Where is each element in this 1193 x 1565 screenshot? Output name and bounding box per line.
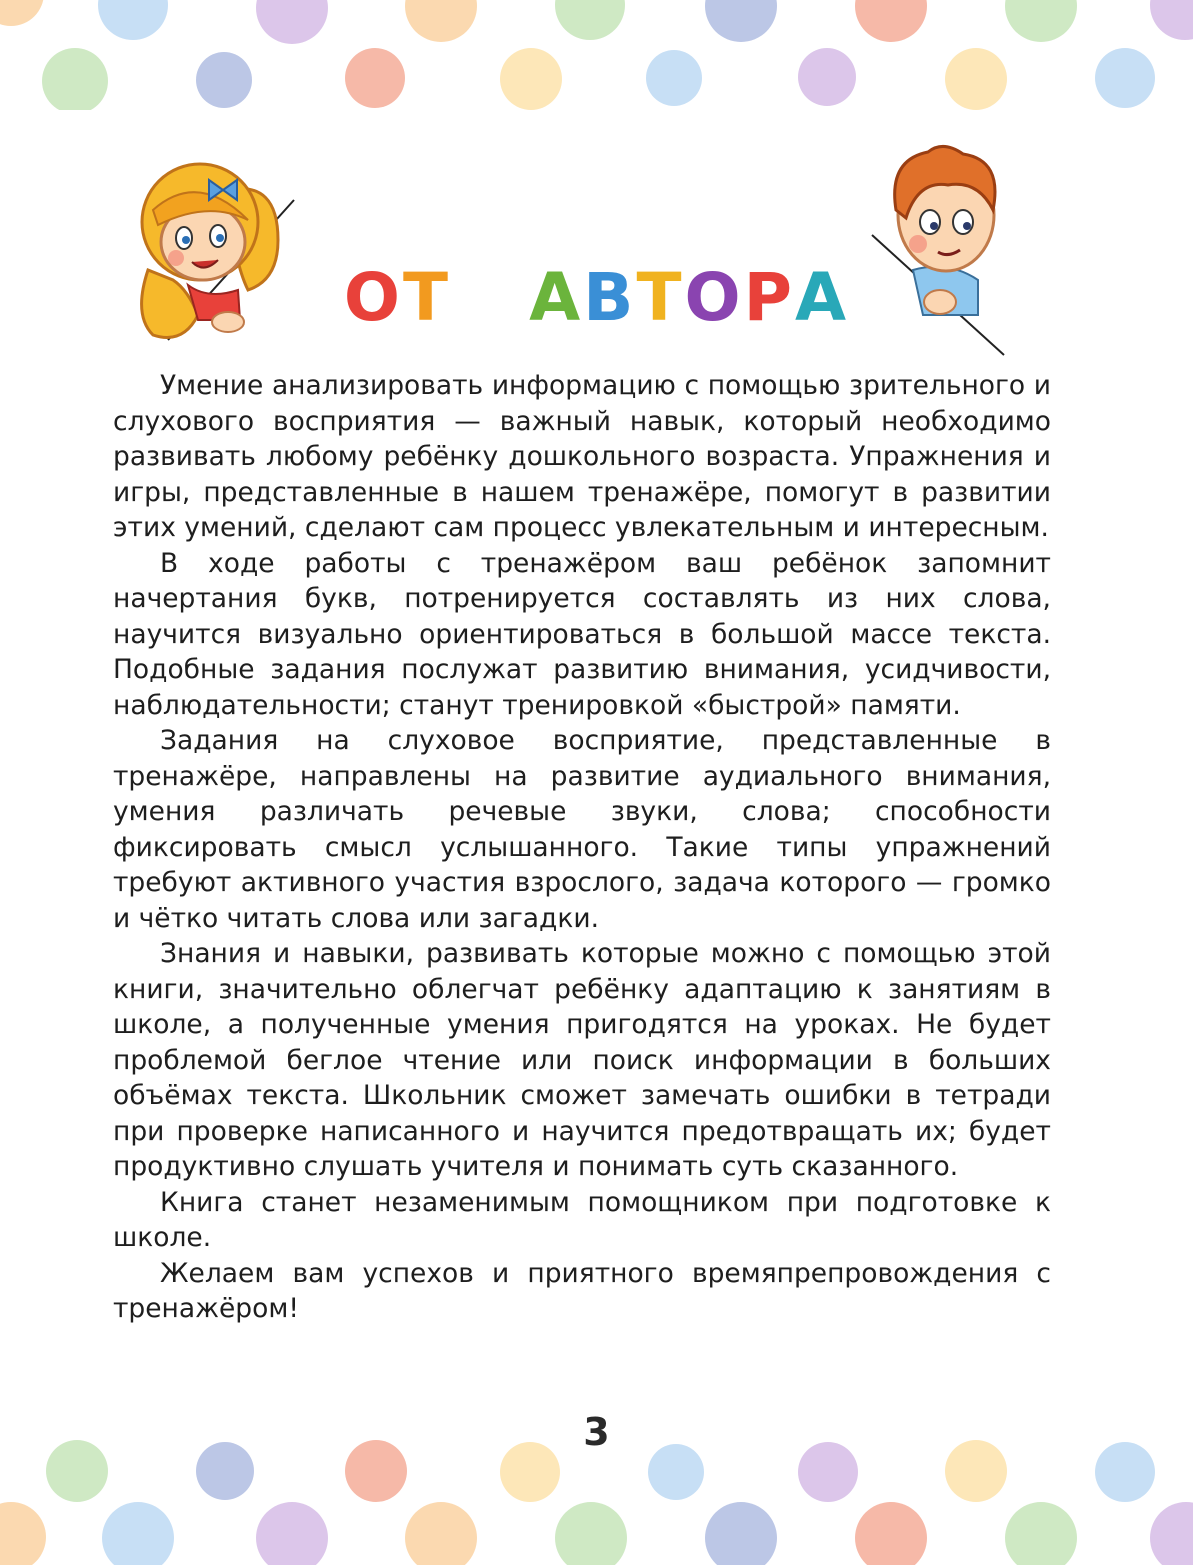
- decor-dot: [705, 0, 777, 42]
- decor-dot: [345, 48, 405, 108]
- decor-dot: [102, 1502, 174, 1565]
- title-letter: В: [583, 259, 637, 336]
- decor-dot: [1150, 0, 1193, 40]
- decor-dot: [196, 1442, 254, 1500]
- decor-dot: [945, 1440, 1007, 1502]
- decor-dot: [256, 1502, 328, 1565]
- decor-dot: [1005, 1502, 1077, 1565]
- decor-dot: [798, 1442, 858, 1502]
- paragraph: Книга станет незаменимым помощником при подготовке к школе.: [113, 1186, 1051, 1253]
- body-text: [113, 368, 1051, 1327]
- decor-dot: [1150, 1502, 1193, 1565]
- paragraph: Умение анализировать информацию с помощью зрительного и слухового восприятия — важный навык, который необходимо развивать любому ребёнку дошкольного возраста. Упражнения и игры, представленные в нашем тренажёре, помогут в развитии этих умений, сделают сам процесс увлекательным и интересным.: [113, 370, 1051, 543]
- decor-dot: [945, 48, 1007, 110]
- title-letter: Т: [403, 259, 452, 336]
- title-letter: А: [529, 259, 584, 336]
- decor-dot: [405, 1502, 477, 1565]
- title-letter: Т: [636, 259, 685, 336]
- decor-dot: [1095, 48, 1155, 108]
- paragraph: Знания и навыки, развивать которые можно с помощью этой книги, значительно облегчат ребёнку адаптацию к занятиям в школе, а полученные умения пригодятся на уроках. Не будет проблемой беглое чтение или поиск информации в больших объёмах текста. Школьник сможет замечать ошибки в тетради при проверке написанного и научится предотвращать их; будет продуктивно слушать учителя и понимать суть сказанного.: [113, 938, 1051, 1182]
- decor-dot: [345, 1440, 407, 1502]
- paragraph: В ходе работы с тренажёром ваш ребёнок запомнит начертания букв, потренируется составлять из них слова, научится визуально ориентироваться в большой массе текста. Подобные задания послужат развитию внимания, усидчивости, наблюдательности; станут тренировкой «быстрой» памяти.: [113, 547, 1051, 721]
- decor-dot: [646, 50, 702, 106]
- top-dot-border: [0, 0, 1193, 110]
- decor-dot: [855, 0, 927, 42]
- decor-dot: [196, 52, 252, 108]
- decor-dot: [500, 48, 562, 110]
- decor-dot: [405, 0, 477, 42]
- decor-dot: [0, 1502, 46, 1565]
- title-letter: А: [794, 259, 850, 336]
- title-letter: Р: [743, 259, 795, 336]
- decor-dot: [705, 1502, 777, 1565]
- decor-dot: [1095, 1442, 1155, 1502]
- decor-dot: [0, 0, 44, 26]
- paragraph: Желаем вам успехов и приятного времяпрепровождения с тренажёром!: [113, 1257, 1051, 1324]
- title-letter: О: [684, 259, 744, 336]
- decor-dot: [798, 48, 856, 106]
- paragraph: Задания на слуховое восприятие, представленные в тренажёре, направлены на развитие аудиального внимания, умения различать речевые звуки, слова; способности фиксировать смысл услышанного. Такие типы упражнений требуют активного участия взрослого, задача которого — громко и чётко читать слова или загадки.: [113, 725, 1051, 934]
- decor-dot: [648, 1444, 704, 1500]
- decor-dot: [98, 0, 168, 40]
- boy-character-illustration: [868, 140, 1013, 360]
- page-number: 3: [583, 1410, 610, 1454]
- decor-dot: [42, 48, 108, 110]
- decor-dot: [855, 1502, 927, 1565]
- title-letter: О: [343, 259, 404, 336]
- decor-dot: [46, 1440, 108, 1502]
- decor-dot: [1005, 0, 1077, 42]
- page-title: [0, 258, 1193, 338]
- decor-dot: [555, 1502, 627, 1565]
- bottom-dot-border: [0, 1440, 1193, 1565]
- decor-dot: [555, 0, 625, 40]
- decor-dot: [256, 0, 328, 44]
- decor-dot: [500, 1442, 560, 1502]
